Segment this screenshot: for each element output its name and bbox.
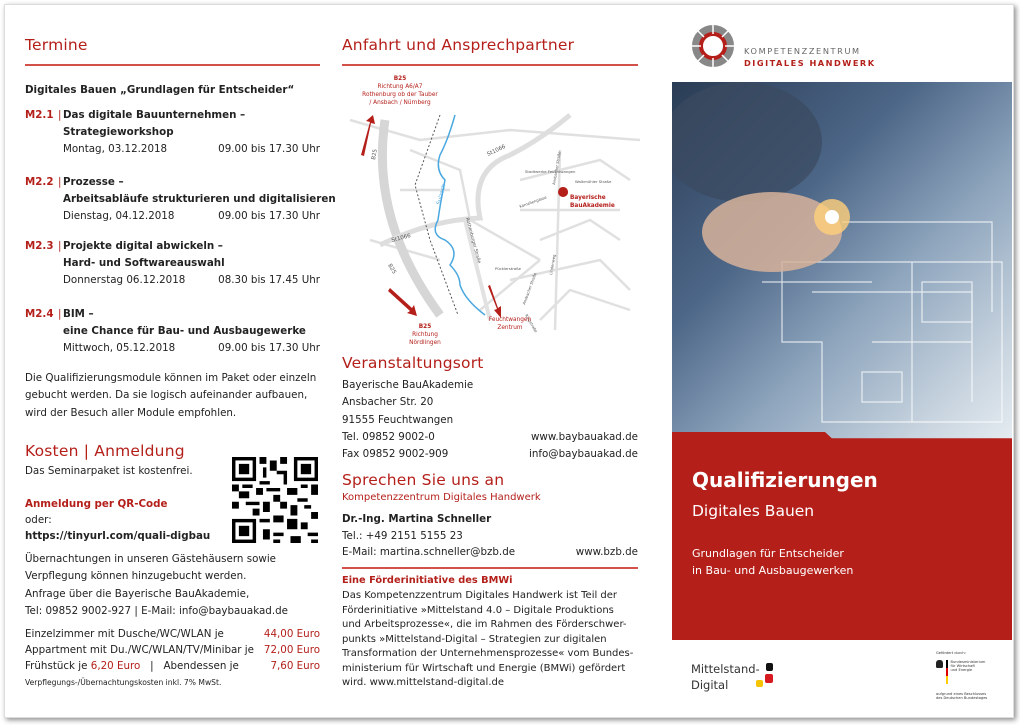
map-label: B25 <box>386 263 397 276</box>
text-line: Transformation der Unternehmensprozesse« vom Bundes- <box>342 648 634 659</box>
bmwi-text: Bundesministerium <box>950 660 986 664</box>
map-label: Nördlingen <box>409 340 441 346</box>
cover-title: Qualifizierungen <box>692 468 878 492</box>
module-title: Strategieworkshop <box>63 126 174 138</box>
venue-email[interactable]: info@baybauakad.de <box>528 448 638 460</box>
black-dot-icon <box>766 663 773 671</box>
mittelstand-digital-logo <box>691 661 760 693</box>
module-time: 09.00 bis 17.30 Uhr <box>218 342 320 354</box>
bmwi-text: des Deutschen Bundestages <box>936 696 988 700</box>
text-line: Verpflegung können hinzugebucht werden. <box>25 570 247 583</box>
termine-subtitle: Digitales Bauen „Grundlagen für Entscheider“ <box>25 84 295 96</box>
note-line: wird der Besuch aller Module empfohlen. <box>25 406 237 419</box>
kosten-heading: Kosten | Anmeldung <box>25 442 185 460</box>
map-destination: Bayerische <box>570 195 606 201</box>
map-label: Ansbacher Straße <box>551 150 562 186</box>
kontakt-heading: Sprechen Sie uns an <box>342 471 505 489</box>
termine-note <box>25 370 316 422</box>
location-map <box>340 60 640 350</box>
module-title: Das digitale Bauunternehmen – <box>63 109 246 121</box>
venue-contact-row <box>342 446 638 463</box>
registration-link[interactable]: https://tinyurl.com/quali-digbau <box>25 530 211 542</box>
map-label: Walkmühler Straße <box>575 179 612 184</box>
map-label: B25 <box>418 324 432 330</box>
price-row <box>25 658 320 675</box>
cover-tagline <box>692 545 853 579</box>
module-title: Arbeitsabläufe strukturieren und digitalisieren <box>63 193 336 205</box>
divider <box>342 567 638 569</box>
note-line: Die Qualifizierungsmodule können im Paket oder einzeln <box>25 372 317 384</box>
logo-text: Mittelstand- <box>691 662 760 676</box>
module-date: Dienstag, 04.12.2018 <box>63 210 175 222</box>
price-label: Frühstück je <box>25 660 88 672</box>
qr-label: Anmeldung per QR-Code <box>25 498 168 510</box>
separator: | <box>150 660 154 672</box>
module-code: M2.4 <box>25 308 54 320</box>
blueprint-image <box>672 82 1012 444</box>
yellow-dot-icon <box>756 680 763 687</box>
module-code: M2.2 <box>25 176 54 188</box>
cover-photo <box>672 82 1012 444</box>
price-value: 72,00 Euro <box>263 644 320 656</box>
veranstaltungsort-heading: Veranstaltungsort <box>342 354 484 372</box>
or-text: oder: <box>25 514 52 526</box>
bmwi-text: für Wirtschaft <box>950 664 975 668</box>
text-line: und Arbeitsprozesse«, die im Rahmen des Förderschwer- <box>342 619 627 630</box>
anfahrt-heading: Anfahrt und Ansprechpartner <box>342 36 575 54</box>
map-label: Zentrum <box>497 325 523 331</box>
module-code: M2.1 <box>25 109 54 121</box>
address-line: Ansbacher Str. 20 <box>342 396 434 409</box>
module-item <box>25 238 320 290</box>
bmwi-text: aufgrund eines Beschlusses <box>936 692 987 696</box>
cover-title-band <box>672 432 1012 640</box>
map-label: Lindenweg <box>548 254 557 276</box>
price-label: Einzelzimmer mit Dusche/WC/WLAN je <box>25 628 224 640</box>
module-title: eine Chance für Bau- und Ausbaugewerke <box>63 325 306 337</box>
logo-line1: KOMPETENZZENTRUM <box>744 46 861 56</box>
bmwi-text: Gefördert durch: <box>936 651 966 655</box>
price-label: Abendessen je <box>163 660 239 672</box>
tagline-line: in Bau- und Ausbaugewerken <box>692 564 854 577</box>
price-value: 6,20 Euro <box>90 660 141 672</box>
cover-subtitle: Digitales Bauen <box>692 502 815 520</box>
map-label: Sulzach <box>436 183 448 206</box>
map-label: Richtung A6/A7 <box>377 84 423 90</box>
module-title: BIM – <box>63 308 94 320</box>
module-date: Montag, 03.12.2018 <box>63 143 168 155</box>
separator: | <box>58 240 62 252</box>
text-line: Förderinitiative »Mittelstand 4.0 – Digitale Produktions <box>342 604 614 616</box>
separator: | <box>58 308 62 320</box>
map-label: Richtung <box>412 332 438 338</box>
map-label: Rothenburger Straße <box>464 217 482 265</box>
map-label: / Ansbach / Nürnberg <box>369 100 431 106</box>
price-value: 44,00 Euro <box>263 628 320 640</box>
venue-fax: Fax 09852 9002-909 <box>342 448 449 460</box>
venue-website[interactable]: www.baybauakad.de <box>531 431 638 443</box>
tagline-line: Grundlagen für Entscheider <box>692 547 844 560</box>
text-line: punkts »Mittelstand-Digital – Strategien zur digitalen <box>342 633 607 645</box>
breakfast <box>25 658 239 675</box>
map-destination: BauAkademie <box>570 203 615 209</box>
logo-line2: DIGITALES HANDWERK <box>744 58 876 68</box>
logo-text: Digital <box>691 678 729 692</box>
venue-address <box>342 377 473 429</box>
map-label: B25 <box>393 76 407 82</box>
module-time: 09.00 bis 17.30 Uhr <box>218 143 320 155</box>
map-label: Kameliengasse <box>518 194 548 209</box>
kontakt-email[interactable]: E-Mail: martina.schneller@bzb.de <box>342 546 516 558</box>
price-label: Appartment mit Du./WC/WLAN/TV/Minibar je <box>25 644 254 656</box>
module-title: Hard- und Softwareauswahl <box>63 257 225 269</box>
separator: | <box>58 109 62 121</box>
accommodation-text <box>25 551 288 621</box>
map-label: B25 <box>371 148 379 161</box>
map-label: Ringstraße <box>524 313 539 334</box>
kontakt-org: Kompetenzzentrum Digitales Handwerk <box>342 492 541 503</box>
address-line: Bayerische BauAkademie <box>342 379 474 391</box>
module-item <box>25 107 320 159</box>
foerder-heading: Eine Förderinitiative des BMWi <box>342 575 513 586</box>
map-label: Rothenburg ob der Tauber <box>362 92 438 98</box>
venue-contact-row <box>342 429 638 446</box>
flag-stripe-icon <box>946 660 948 684</box>
price-row <box>25 626 320 643</box>
text-line: wird. www.mittelstand-digital.de <box>342 677 504 688</box>
module-item <box>25 174 336 226</box>
map-label: Ansbacher Straße <box>521 271 538 306</box>
module-title: Projekte digital abwickeln – <box>63 240 223 252</box>
text-line: Anfrage über die Bayerische BauAkademie, <box>25 587 250 600</box>
foerder-text <box>342 589 633 691</box>
kontakt-email-row <box>342 544 638 561</box>
map-label: St1066 <box>390 233 412 244</box>
red-dot-icon <box>765 674 773 683</box>
map-label: Stadtwerke Feuchtwangen <box>525 169 576 174</box>
kosten-free: Das Seminarpaket ist kostenfrei. <box>25 465 193 477</box>
eagle-icon <box>936 660 943 668</box>
module-title: Prozesse – <box>63 176 124 188</box>
text-line: Das Kompetenzzentrum Digitales Handwerk ist Teil der <box>342 590 618 601</box>
vat-note: Verpflegungs-/Übernachtungskosten inkl. 7% MwSt. <box>25 678 222 687</box>
kontakt-phone: Tel.: +49 2151 5155 23 <box>342 530 463 542</box>
divider <box>25 64 320 66</box>
kontakt-website[interactable]: www.bzb.de <box>575 546 638 558</box>
module-time: 09.00 bis 17.30 Uhr <box>218 210 320 222</box>
bmwi-text: und Energie <box>950 668 973 672</box>
bmwi-logo <box>936 651 1006 700</box>
termine-heading: Termine <box>25 36 88 54</box>
qr-code[interactable] <box>232 457 318 543</box>
text-line: Übernachtungen in unseren Gästehäusern sowie <box>25 553 277 565</box>
kontakt-name: Dr.-Ing. Martina Schneller <box>342 513 492 525</box>
note-line: gebucht werden. Da sie logisch aufeinander aufbauen, <box>25 389 308 402</box>
module-code: M2.3 <box>25 240 54 252</box>
price-row <box>25 642 320 659</box>
map-label: St1066 <box>486 144 507 158</box>
module-date: Mittwoch, 05.12.2018 <box>63 342 176 354</box>
kdh-logo-icon <box>692 25 734 67</box>
map-label: Pücklerstraße <box>495 266 521 271</box>
module-item <box>25 306 320 358</box>
text-line: ministerium für Wirtschaft und Energie (BMWi) gefördert <box>342 662 626 674</box>
text-line: Tel: 09852 9002-927 | E-Mail: info@baybauakad.de <box>25 605 288 618</box>
map-label: Feuchtwangen <box>488 317 532 323</box>
address-line: 91555 Feuchtwangen <box>342 413 454 426</box>
module-date: Donnerstag 06.12.2018 <box>63 274 186 286</box>
venue-phone: Tel. 09852 9002-0 <box>342 431 435 443</box>
module-time: 08.30 bis 17.45 Uhr <box>218 274 320 286</box>
separator: | <box>58 176 62 188</box>
price-value: 7,60 Euro <box>270 660 320 672</box>
